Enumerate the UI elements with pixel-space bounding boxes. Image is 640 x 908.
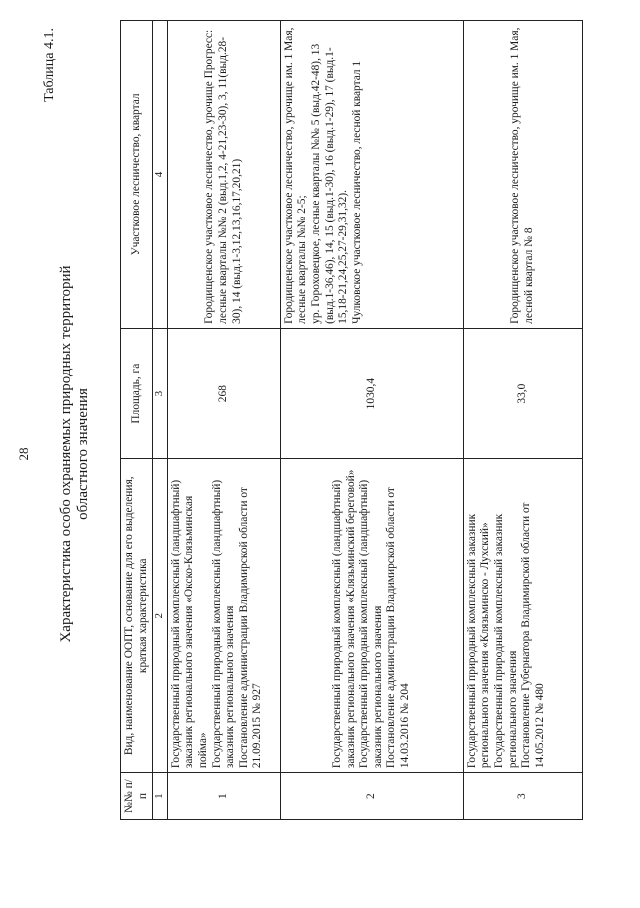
table-row — [463, 21, 582, 820]
table-header-row — [121, 21, 153, 820]
index-cell: 3 — [153, 328, 168, 459]
row-forestry: Городищенское участковое лесничество, урочище им. 1 Мая, лесной квартал № 8 — [463, 21, 582, 329]
table-index-row — [153, 21, 168, 820]
row-number: 3 — [463, 773, 582, 820]
row-description: Государственный природный комплексный заказник регионального значения «Клязьминско - Лухский» Государственный природный комплексный заказник регионального значения Постановление Губернатора Владимирской области от 14.05.2012 № 480 — [463, 459, 582, 773]
document-title: Характеристика особо охраняемых природных территорий областного значения — [58, 265, 91, 643]
row-number: 2 — [280, 773, 463, 820]
header-number: №№ п/п — [121, 773, 153, 820]
header-forestry: Участковое лесничество, квартал — [121, 21, 153, 329]
header-description: Вид, наименование ООПТ, основание для его выделения, краткая характеристика — [121, 459, 153, 773]
row-area: 33,0 — [463, 328, 582, 459]
protected-areas-table — [120, 20, 583, 820]
header-area: Площадь, га — [121, 328, 153, 459]
table-row — [280, 21, 463, 820]
row-forestry: Городищенское участковое лесничество, урочище им. 1 Мая, лесные кварталы №№ 2-5; ур. Гороховецкое, лесные кварталы №№ 5 (выд.42-48), 13 (выд.1-36,46), 14, 15 (выд.1-30), 16 (выд.1-29), 17 (выд.1-15,18-21,24,25,27-29,31,32). Чулковское участковое лесничество, лесной квартал 1 — [280, 21, 463, 329]
row-description: Государственный природный комплексный (ландшафтный) заказник регионального значения «Клязьминский береговой» Государственный природный комплексный (ландшафтный) заказник регионального значения Постановление администрации Владимирской области от 14.03.2016 № 204 — [280, 459, 463, 773]
page-number: 28 — [16, 447, 31, 461]
row-forestry: Городищенское участковое лесничество, урочище Прогресс: лесные кварталы №№ 2 (выд.1,2, 4-21,23-30), 3, 11(выд.28-30), 14 (выд.1-3,12,13,16,17,20,21) — [167, 21, 280, 329]
row-number: 1 — [167, 773, 280, 820]
row-area: 1030,4 — [280, 328, 463, 459]
index-cell: 4 — [153, 21, 168, 329]
row-area: 268 — [167, 328, 280, 459]
table-row — [167, 21, 280, 820]
index-cell: 2 — [153, 459, 168, 773]
index-cell: 1 — [153, 773, 168, 820]
row-description: Государственный природный комплексный (ландшафтный) заказник регионального значения «Окско-Клязьминская пойма» Государственный природный комплексный (ландшафтный) заказник регионального значения Постановление администрации Владимирской области от 21.09.2015 № 927 — [167, 459, 280, 773]
table-label: Таблица 4.1. — [42, 28, 57, 102]
